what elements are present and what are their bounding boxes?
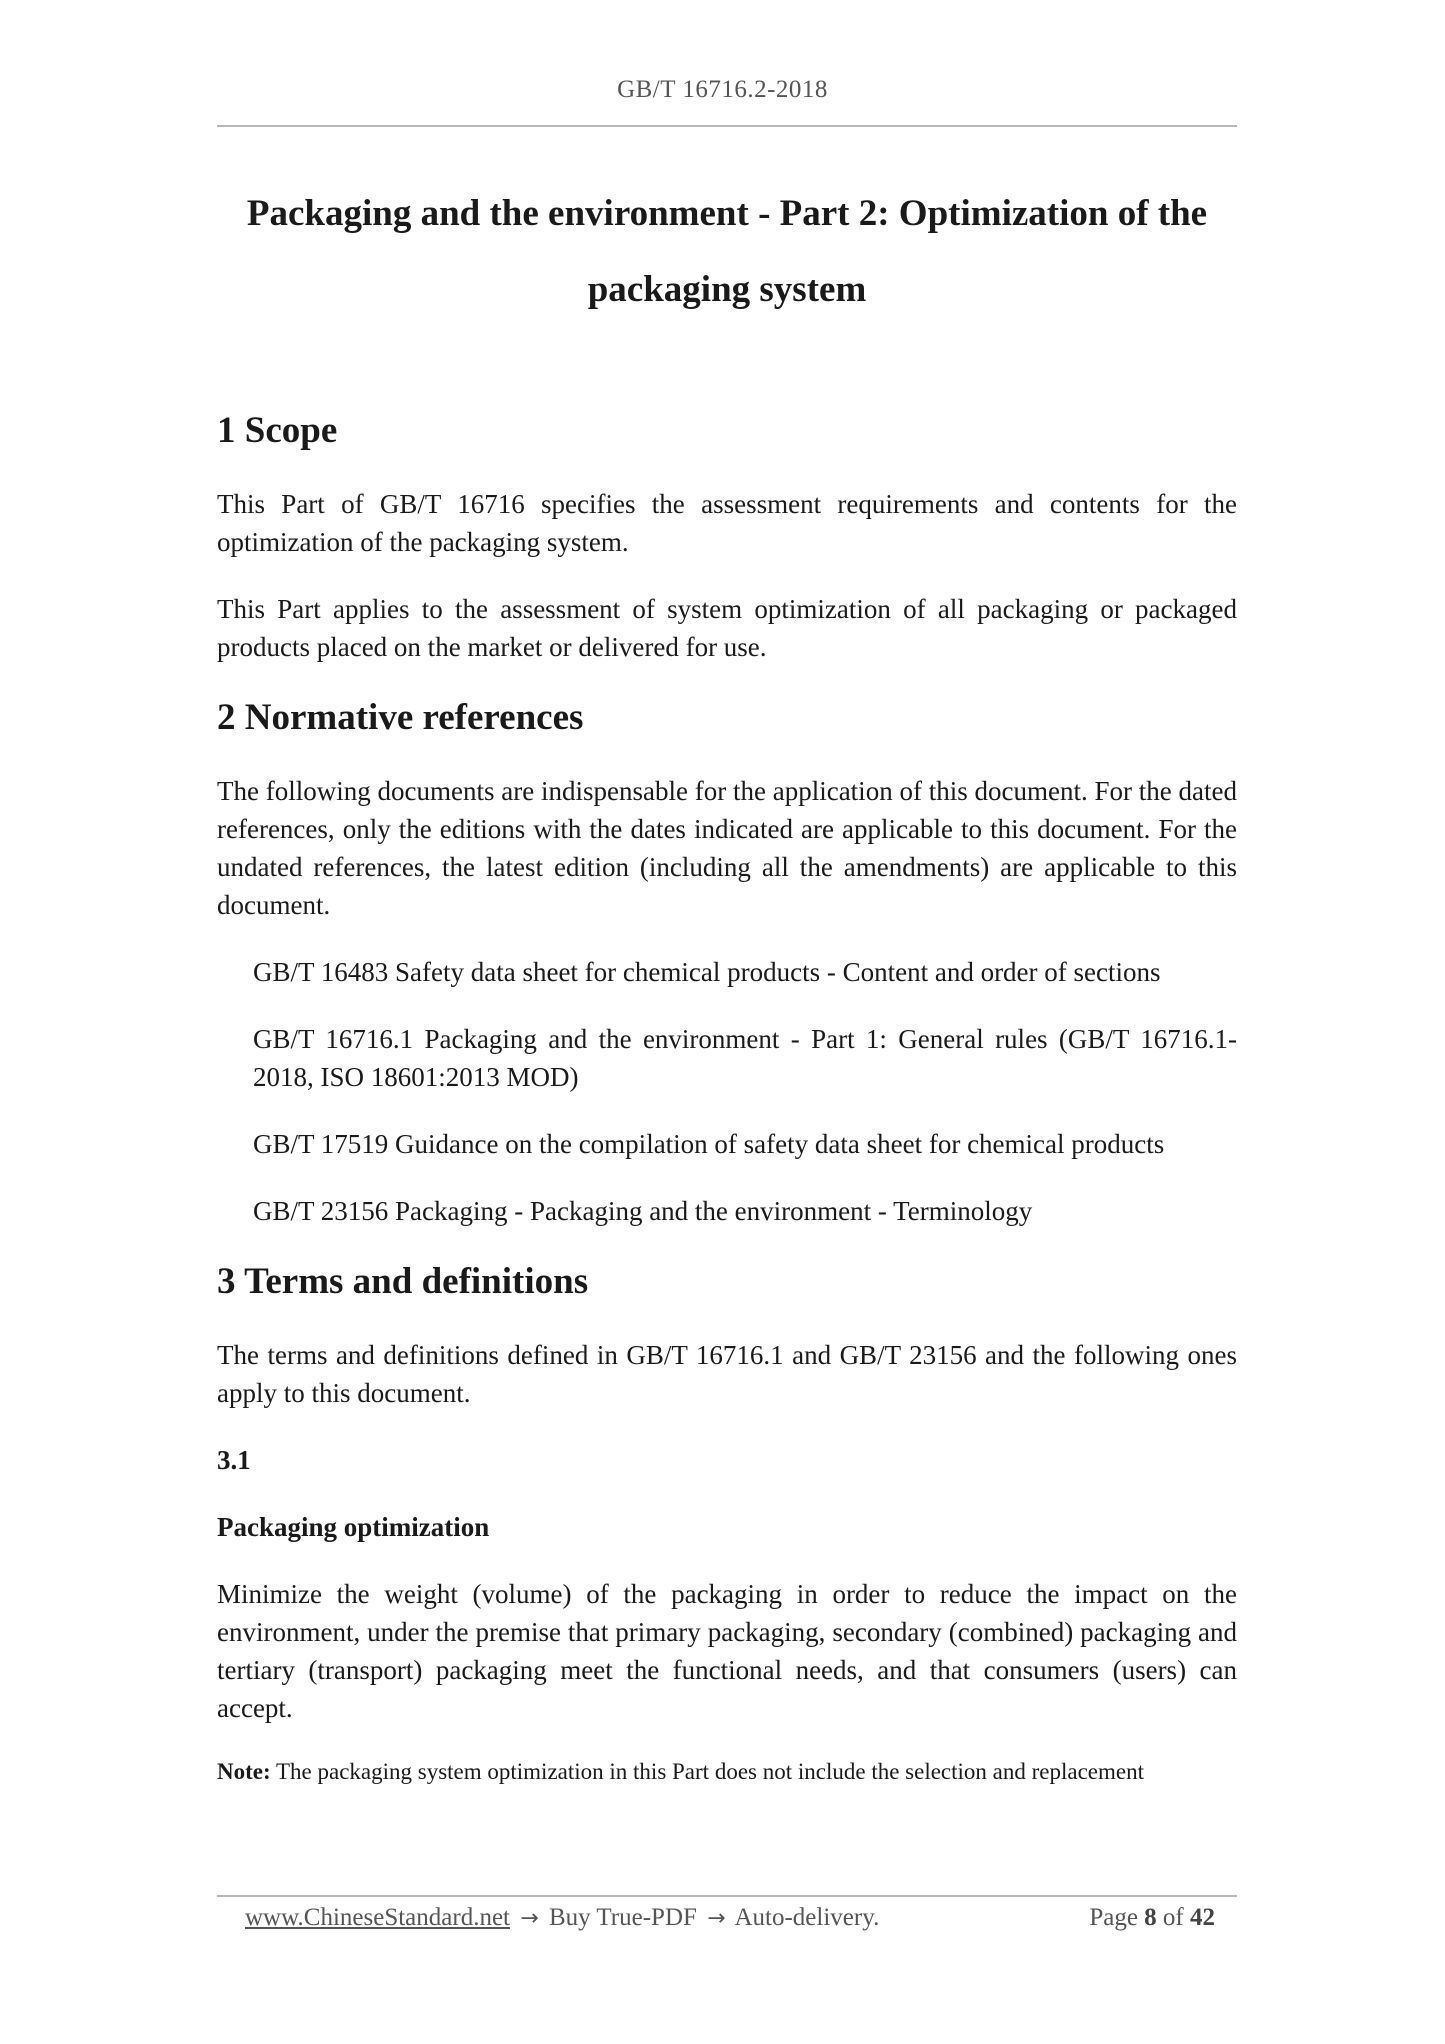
term-note	[217, 1756, 1237, 1788]
scope-paragraph-1: This Part of GB/T 16716 specifies the assessment requirements and contents for the optimization of the packaging system.	[217, 489, 1237, 557]
term-name: Packaging optimization	[217, 1512, 490, 1542]
page-of: of	[1162, 1904, 1184, 1931]
scope-paragraph-2: This Part applies to the assessment of system optimization of all packaging or packaged products placed on the market or delivered for use.	[217, 594, 1237, 662]
auto-delivery-text: Auto-delivery.	[734, 1904, 880, 1931]
arrow-right-icon: →	[520, 1906, 539, 1931]
reference-item: GB/T 23156 Packaging - Packaging and the environment - Terminology	[253, 1196, 1033, 1226]
document-title	[217, 176, 1237, 328]
section-heading-terms-and-definitions: 3 Terms and definitions	[217, 1261, 589, 1302]
buy-true-pdf-text: Buy True-PDF	[548, 1904, 697, 1931]
page-indicator	[1089, 1904, 1215, 1932]
note-label: Note:	[217, 1759, 271, 1784]
reference-item: GB/T 17519 Guidance on the compilation of safety data sheet for chemical products	[253, 1129, 1165, 1159]
section-heading-normative-references: 2 Normative references	[217, 697, 584, 738]
page-label: Page	[1089, 1904, 1138, 1931]
website-link[interactable]: www.ChineseStandard.net	[245, 1904, 510, 1931]
term-number: 3.1	[217, 1445, 251, 1475]
normative-references-paragraph: The following documents are indispensable for the application of this document. For the dated references, only the editions with the dates indicated are applicable to this document. For the undated references, the latest edition (including all the amendments) are applicable to this document.	[217, 776, 1237, 920]
reference-item: GB/T 16716.1 Packaging and the environment - Part 1: General rules (GB/T 16716.1-2018, ISO 18601:2013 MOD)	[253, 1024, 1237, 1092]
page-footer	[245, 1904, 1215, 1932]
term-definition: Minimize the weight (volume) of the packaging in order to reduce the impact on the environment, under the premise that primary packaging, secondary (combined) packaging and tertiary (transport) packaging meet the functional needs, and that consumers (users) can accept.	[217, 1579, 1237, 1723]
header-divider	[217, 125, 1237, 127]
arrow-right-icon: →	[707, 1906, 726, 1931]
header-standard-code: GB/T 16716.2-2018	[617, 76, 828, 103]
reference-item: GB/T 16483 Safety data sheet for chemical products - Content and order of sections	[253, 957, 1161, 987]
note-text: The packaging system optimization in this Part does not include the selection and replacement	[270, 1759, 1144, 1784]
section-heading-scope: 1 Scope	[217, 410, 338, 451]
footer-divider	[217, 1895, 1237, 1897]
document-title-line-2: packaging system	[587, 269, 867, 310]
page-current: 8	[1144, 1904, 1157, 1931]
document-body	[217, 408, 1237, 1788]
document-title-line-1: Packaging and the environment - Part 2: Optimization of the	[246, 193, 1208, 234]
terms-paragraph: The terms and definitions defined in GB/T 16716.1 and GB/T 23156 and the following ones apply to this document.	[217, 1340, 1237, 1408]
page-total: 42	[1190, 1904, 1215, 1931]
